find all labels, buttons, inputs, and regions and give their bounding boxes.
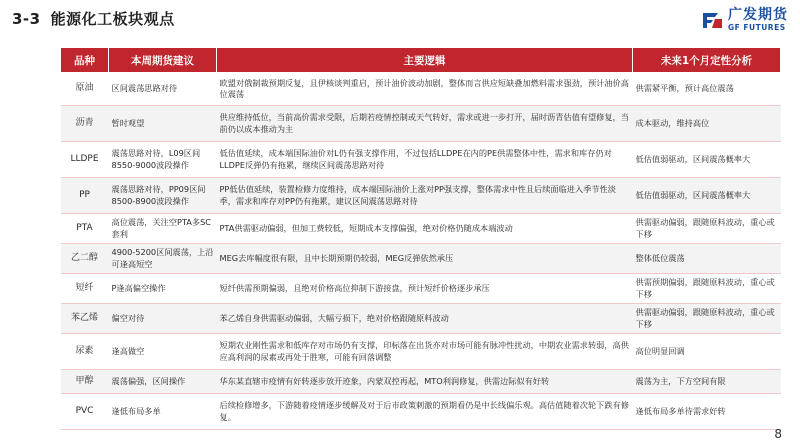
views-table bbox=[60, 47, 781, 430]
cell-product: LLDPE bbox=[61, 142, 109, 178]
cell-outlook: 低估值弱驱动，区间震荡概率大 bbox=[633, 142, 781, 178]
cell-logic: 短期农业刚性需求和低库存对市场仍有支撑，印标落在出货亦对市场可能有脉冲性扰动，中期农业需求转弱，高供应高利润的尿素或再处于胜寒，可能有回落调整 bbox=[217, 334, 633, 370]
section-title: 能源化工板块观点 bbox=[50, 10, 175, 28]
table-row bbox=[61, 334, 781, 370]
cell-advice: 震荡偏强，区间操作 bbox=[109, 370, 217, 394]
cell-advice: 区间震荡思路对待 bbox=[109, 73, 217, 106]
table-row bbox=[61, 370, 781, 394]
cell-outlook: 供需驱动偏弱，跟随原料波动，重心或下移 bbox=[633, 214, 781, 244]
table-row bbox=[61, 178, 781, 214]
cell-outlook: 震荡为主，下方空间有限 bbox=[633, 370, 781, 394]
cell-product: 沥青 bbox=[61, 106, 109, 142]
cell-logic: 华东某直辖市疫情有好转逐步放开迹象，内蒙双控再起，MTO利润修复，供需边际似有好转 bbox=[217, 370, 633, 394]
cell-outlook: 逢低布局多单待需求好转 bbox=[633, 394, 781, 430]
cell-product: PVC bbox=[61, 394, 109, 430]
cell-logic: 低估值延续，成本端国际油价对L仍有强支撑作用，不过包括LLDPE在内的PE供需整体中性，需求和库存仍对LLDPE反弹仍有拖累，继续区间震荡思路对待 bbox=[217, 142, 633, 178]
cell-product: 尿素 bbox=[61, 334, 109, 370]
cell-product: PTA bbox=[61, 214, 109, 244]
cell-logic: PTA供需驱动偏弱，但加工费较低，短期成本支撑偏强，绝对价格仍随成本端波动 bbox=[217, 214, 633, 244]
logo-text-en: GF FUTURES bbox=[728, 23, 786, 33]
cell-logic: MEG去库幅度很有限，且中长期预期仍较弱，MEG反弹依然承压 bbox=[217, 244, 633, 274]
cell-logic: 短纤供需预期偏弱，且绝对价格高位抑制下游接盘，预计短纤价格逐步承压 bbox=[217, 274, 633, 304]
cell-outlook: 低估值弱驱动，区间震荡概率大 bbox=[633, 178, 781, 214]
table-row bbox=[61, 142, 781, 178]
table-row bbox=[61, 274, 781, 304]
table-row bbox=[61, 304, 781, 334]
column-header-outlook: 未来1个月定性分析 bbox=[633, 48, 781, 73]
column-header-logic: 主要逻辑 bbox=[217, 48, 633, 73]
table-row bbox=[61, 394, 781, 430]
views-table-container bbox=[60, 47, 780, 430]
cell-product: 原油 bbox=[61, 73, 109, 106]
cell-product: 短纤 bbox=[61, 274, 109, 304]
table-row bbox=[61, 73, 781, 106]
column-header-product: 品种 bbox=[61, 48, 109, 73]
cell-logic: 供应维持低位，当前高价需求受限，后期若疫情控制或天气转好，需求或进一步打开，届时沥青估值有望修复，当前仍以成本推动为主 bbox=[217, 106, 633, 142]
cell-product: 乙二醇 bbox=[61, 244, 109, 274]
cell-advice: 逢高做空 bbox=[109, 334, 217, 370]
company-logo bbox=[700, 8, 788, 32]
cell-logic: 后续检修增多，下游随着疫情逐步缓解及对于后市政策刺激的预期看仍是中长线偏乐观。高估值随着次轮下跌有修复。 bbox=[217, 394, 633, 430]
table-row bbox=[61, 214, 781, 244]
section-number: 3-3 bbox=[12, 10, 41, 28]
cell-advice: 高位震荡，关注空PTA多SC套利 bbox=[109, 214, 217, 244]
page-title bbox=[12, 8, 175, 29]
cell-outlook: 高位明显回调 bbox=[633, 334, 781, 370]
cell-logic: 欧盟对俄制裁预期反复，且伊核谈判重启，预计油价波动加剧，整体而言供应短缺叠加燃料需求强劲，预计油价高位震荡 bbox=[217, 73, 633, 106]
cell-logic: PP低估值延续，装置检修力度维持，成本端国际油价上涨对PP强支撑，整体需求中性且后续面临进入季节性淡季，需求和库存对PP仍有拖累，建议区间震荡思路对待 bbox=[217, 178, 633, 214]
cell-outlook: 供需紧平衡，预计高位震荡 bbox=[633, 73, 781, 106]
cell-advice: 逢低布局多单 bbox=[109, 394, 217, 430]
cell-advice: 震荡思路对待，PP09区间8500-8900波段操作 bbox=[109, 178, 217, 214]
cell-advice: 震荡思路对待，L09区间8550-9000波段操作 bbox=[109, 142, 217, 178]
gf-logo-icon bbox=[700, 8, 724, 32]
cell-product: 苯乙烯 bbox=[61, 304, 109, 334]
cell-advice: 暂时观望 bbox=[109, 106, 217, 142]
column-header-advice: 本周期货建议 bbox=[109, 48, 217, 73]
table-header-row bbox=[61, 48, 781, 73]
cell-advice: 4900-5200区间震荡，上沿可逢高短空 bbox=[109, 244, 217, 274]
cell-product: 甲醇 bbox=[61, 370, 109, 394]
table-row bbox=[61, 244, 781, 274]
cell-advice: 偏空对待 bbox=[109, 304, 217, 334]
slide-header bbox=[0, 0, 800, 38]
cell-logic: 苯乙烯自身供需驱动偏弱，大幅亏损下，绝对价格跟随原料波动 bbox=[217, 304, 633, 334]
cell-outlook: 整体低位震荡 bbox=[633, 244, 781, 274]
cell-advice: P逢高偏空操作 bbox=[109, 274, 217, 304]
page-number: 8 bbox=[774, 427, 782, 441]
cell-product: PP bbox=[61, 178, 109, 214]
cell-outlook: 供需预期偏弱，跟随原料波动，重心或下移 bbox=[633, 274, 781, 304]
cell-outlook: 供需驱动偏弱，跟随原料波动，重心或下移 bbox=[633, 304, 781, 334]
logo-text-cn: 广发期货 bbox=[728, 7, 788, 24]
table-row bbox=[61, 106, 781, 142]
cell-outlook: 成本驱动，维持高位 bbox=[633, 106, 781, 142]
